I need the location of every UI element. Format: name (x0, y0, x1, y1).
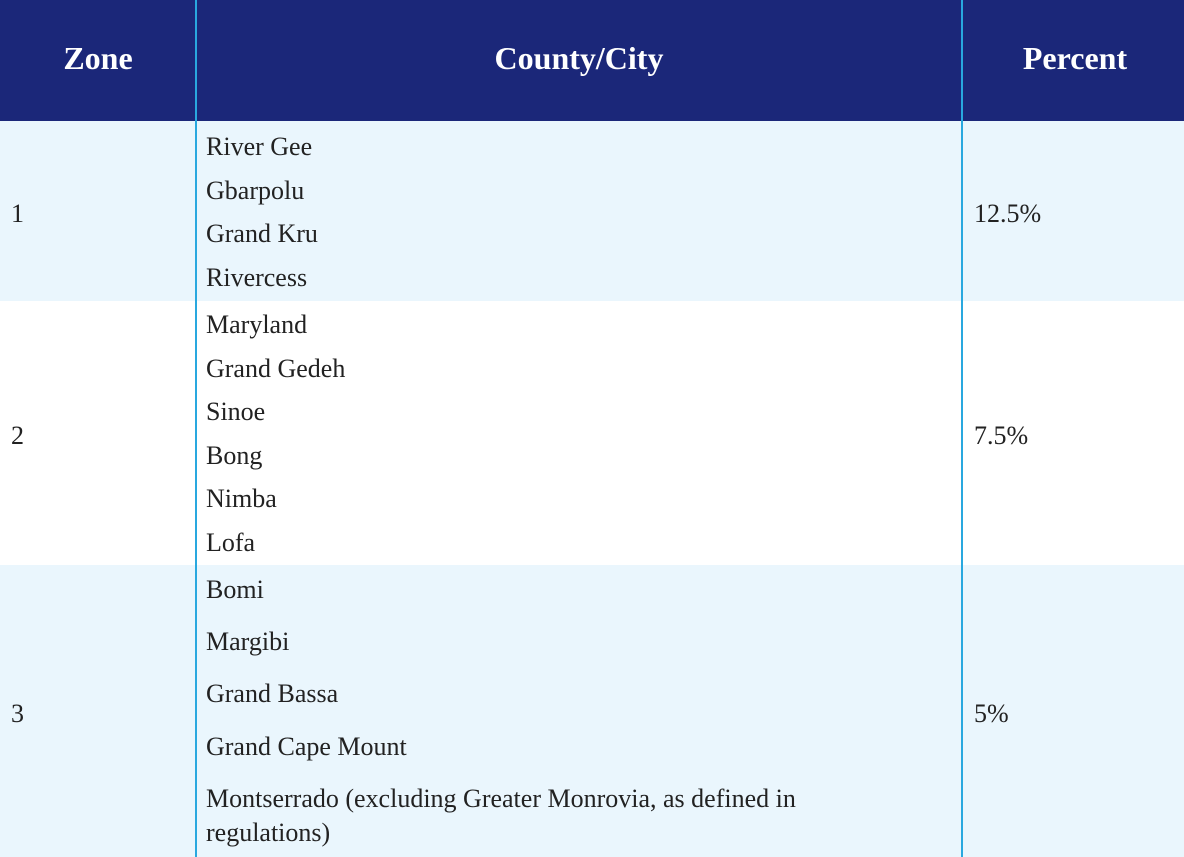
county-cell: Grand Cape Mount (206, 732, 407, 761)
county-cell: Lofa (206, 528, 256, 557)
table-header (0, 0, 1184, 121)
county-cell: Sinoe (206, 397, 266, 426)
column-divider (961, 0, 963, 857)
table-row (0, 121, 1184, 301)
county-cell: Maryland (206, 310, 308, 339)
percent-cell: 5% (974, 699, 1009, 728)
zone-cell: 2 (11, 421, 24, 450)
table-row (0, 301, 1184, 565)
county-cell: Rivercess (206, 263, 308, 292)
county-cell: Gbarpolu (206, 176, 305, 205)
header-zone: Zone (63, 40, 133, 76)
county-cell: Nimba (206, 484, 277, 513)
percent-cell: 7.5% (974, 421, 1029, 450)
county-cell: River Gee (206, 132, 313, 161)
percent-cell: 12.5% (974, 199, 1042, 228)
county-cell: Montserrado (excluding Greater Monrovia, as defined in (206, 784, 796, 813)
county-cell: Bomi (206, 575, 264, 604)
zone-cell: 3 (11, 699, 24, 728)
county-cell: Bong (206, 441, 263, 470)
header-percent: Percent (1022, 40, 1128, 76)
county-cell: Grand Gedeh (206, 354, 346, 383)
county-cell: Margibi (206, 627, 290, 656)
column-divider (195, 0, 197, 857)
county-cell: Grand Bassa (206, 679, 339, 708)
header-county-city: County/City (494, 40, 664, 76)
county-cell: regulations) (206, 818, 331, 847)
zone-cell: 1 (11, 199, 24, 228)
county-cell: Grand Kru (206, 219, 318, 248)
table-row (0, 565, 1184, 857)
